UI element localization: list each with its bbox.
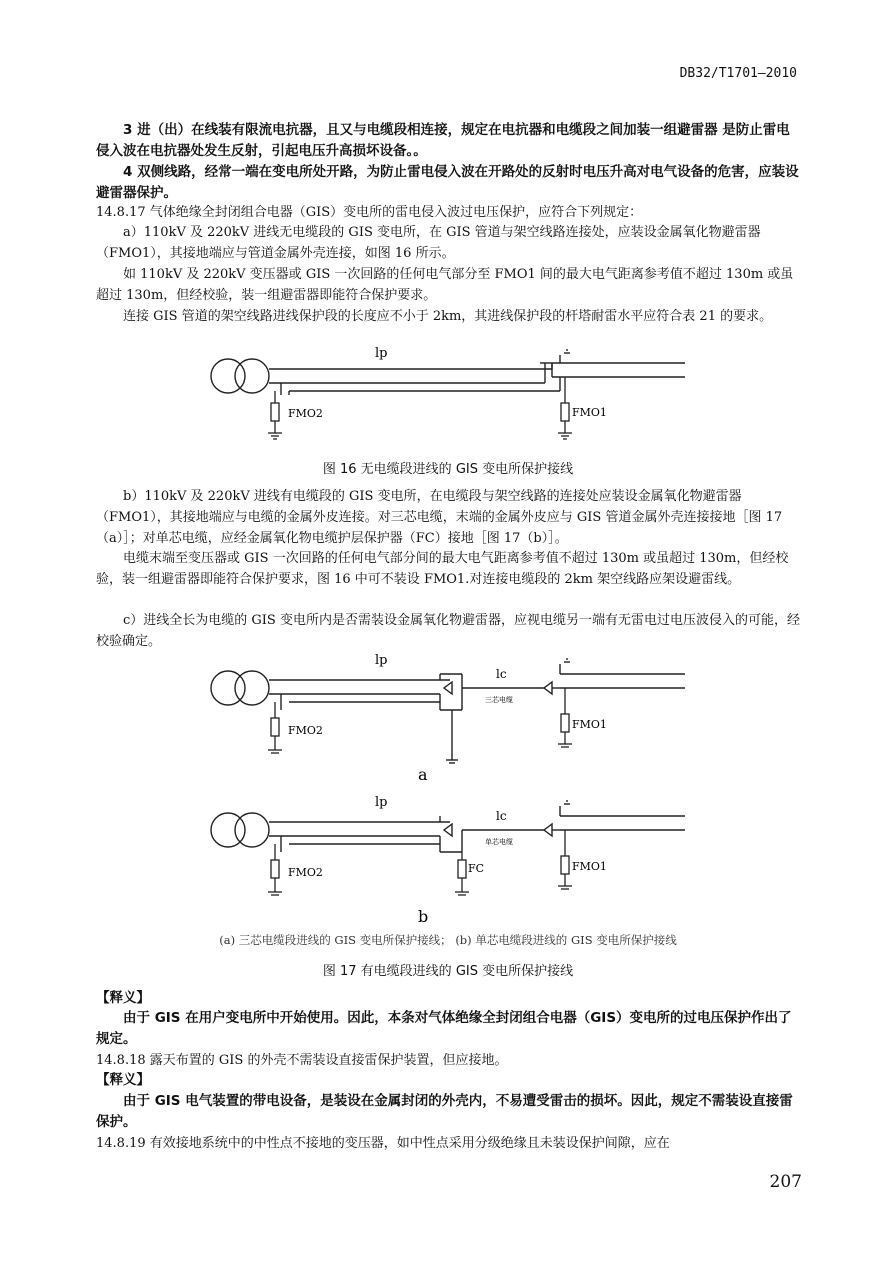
label-a: a [418, 765, 428, 784]
interpretation-body-2: 由于 GIS 电气装置的带电设备，是装设在金属封闭的外壳内，不易遭受雷击的损坏。因此，规定不需装设直接雷保护。 [96, 1093, 793, 1130]
paragraph-distance: 如 110kV 及 220kV 变压器或 GIS 一次回路的任何电气部分至 FMO1 间的最大电气距离参考值不超过 130m 或虽超过 130m，但经校验，装一组避雷器即能符合保护要求。 [96, 267, 794, 303]
label-lc: lc [496, 667, 507, 681]
figure-17b-diagram [200, 792, 700, 927]
figure-17a-diagram [200, 650, 700, 785]
interpretation-heading-2: 【释义】 [96, 1072, 150, 1088]
clause-14-8-19: 14.8.19 有效接地系统中的中性点不接地的变压器，如中性点采用分级绝缘且未装设保护间隙，应在 [96, 1136, 670, 1151]
page-header: DB32/T1701—2010 [679, 66, 797, 81]
label-b: b [418, 907, 429, 926]
clause-14-8-17: 14.8.17 气体绝缘全封闭组合电器（GIS）变电所的雷电侵入波过电压保护，应符合下列规定： [96, 205, 643, 220]
transformer-coil-right [235, 359, 269, 393]
label-fmo1: FMO1 [572, 406, 607, 419]
label-fmo1: FMO1 [572, 860, 607, 873]
page-number: 207 [769, 1172, 802, 1192]
label-lp: lp [375, 795, 388, 810]
figure-17-subcaption: (a) 三芯电缆段进线的 GIS 变电所保护接线； (b) 单芯电缆段进线的 GIS 变电所保护接线 [219, 933, 677, 947]
label-cable: 单芯电缆 [485, 838, 513, 846]
paragraph-item3: 3 进（出）在线装有限流电抗器，且又与电缆段相连接，规定在电抗器和电缆段之间加装一组避雷器 是防止雷电侵入波在电抗器处发生反射，引起电压升高损坏设备。。 [96, 122, 790, 159]
interpretation-heading-1: 【释义】 [96, 990, 150, 1006]
label-lp: lp [375, 346, 388, 361]
paragraph-protection-segment: 连接 GIS 管道的架空线路进线保护段的长度应不小于 2km，其进线保护段的杆塔耐雷水平应符合表 21 的要求。 [123, 309, 773, 324]
paragraph-b: b）110kV 及 220kV 进线有电缆段的 GIS 变电所，在电缆段与架空线路的连接处应装设金属氧化物避雷器（FMO1），其接地端应与电缆的金属外皮连接。对三芯电缆，末端的金属外皮应与 GIS 管道金属外壳连接接地［图 17（a）］；对单芯电缆，应经金属氧化物电缆护层保护器（FC）接地［图 17（b）］。 [96, 489, 783, 546]
label-lc: lc [496, 809, 507, 823]
label-cable: 三芯电缆 [485, 696, 513, 704]
label-fmo1: FMO1 [572, 718, 607, 731]
arrester-fmo2 [268, 391, 282, 439]
paragraph-a: a）110kV 及 220kV 进线无电缆段的 GIS 变电所，在 GIS 管道与架空线路连接处，应装设金属氧化物避雷器（FMO1），其接地端应与管道金属外壳连接，如图 16 所示。 [96, 225, 761, 261]
paragraph-cable-end: 电缆末端至变压器或 GIS 一次回路的任何电气部分间的最大电气距离参考值不超过 130m 或虽超过 130m，但经校验，装一组避雷器即能符合保护要求，图 16 中可不装设 FMO1.对连接电缆段的 2km 架空线路应架设避雷线。 [96, 551, 789, 587]
clause-14-8-18: 14.8.18 露天布置的 GIS 的外壳不需装设直接雷保护装置，但应接地。 [96, 1053, 508, 1068]
label-fc: FC [468, 862, 485, 875]
label-fmo2: FMO2 [288, 866, 323, 879]
label-fmo2: FMO2 [288, 407, 323, 420]
interpretation-body-1: 由于 GIS 在用户变电所中开始使用。因此，本条对气体绝缘全封闭组合电器（GIS）变电所的过电压保护作出了规定。 [96, 1010, 792, 1047]
figure-16-caption: 图 16 无电缆段进线的 GIS 变电所保护接线 [322, 462, 574, 477]
paragraph-item4: 4 双侧线路，经常一端在变电所处开路，为防止雷电侵入波在开路处的反射时电压升高对电气设备的危害，应装设避雷器保护。 [96, 164, 799, 201]
label-fmo2: FMO2 [288, 724, 323, 737]
label-lp: lp [375, 653, 388, 668]
figure-16-diagram [200, 345, 700, 450]
paragraph-c: c）进线全长为电缆的 GIS 变电所内是否需装设金属氧化物避雷器，应视电缆另一端有无雷电过电压波侵入的可能，经校验确定。 [96, 613, 800, 649]
figure-17-caption: 图 17 有电缆段进线的 GIS 变电所保护接线 [322, 964, 574, 979]
